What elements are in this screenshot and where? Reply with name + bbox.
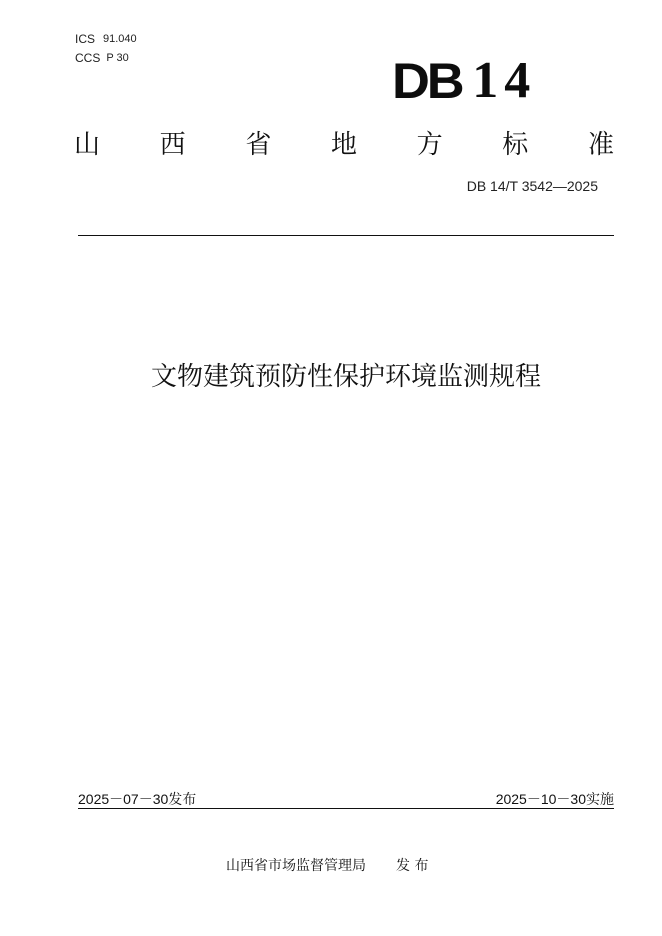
heading-char: 山 bbox=[74, 130, 101, 160]
ccs-code bbox=[75, 49, 137, 68]
heading-char: 准 bbox=[587, 130, 614, 160]
ics-label: ICS bbox=[75, 32, 96, 46]
issuer-line bbox=[226, 855, 428, 875]
issuer-name: 山西省市场监督管理局 bbox=[226, 858, 366, 874]
publish-date-value: 2025－07－30 bbox=[78, 791, 169, 807]
ics-code bbox=[75, 30, 137, 49]
implement-date-suffix: 实施 bbox=[586, 792, 614, 808]
date-row bbox=[78, 789, 614, 809]
bottom-divider bbox=[78, 808, 614, 809]
heading-char: 省 bbox=[245, 130, 272, 160]
issuer-action: 发 布 bbox=[396, 858, 429, 874]
logo-number: 14 bbox=[472, 52, 537, 109]
ccs-label: CCS bbox=[75, 51, 101, 65]
ics-value: 91.040 bbox=[103, 33, 137, 45]
heading-char: 方 bbox=[416, 130, 443, 160]
heading-char: 地 bbox=[330, 130, 357, 160]
publish-date bbox=[78, 789, 196, 809]
document-title: 文物建筑预防性保护环境监测规程 bbox=[150, 362, 541, 392]
standard-type-heading bbox=[74, 128, 614, 162]
heading-char: 西 bbox=[159, 130, 186, 160]
heading-char: 标 bbox=[502, 130, 529, 160]
db14-logo bbox=[392, 52, 537, 109]
logo-prefix: DB bbox=[392, 53, 462, 109]
top-divider bbox=[78, 235, 614, 236]
ccs-value: P 30 bbox=[106, 52, 129, 64]
implement-date-value: 2025－10－30 bbox=[495, 791, 586, 807]
classification-codes bbox=[75, 30, 137, 68]
implement-date bbox=[496, 789, 614, 809]
publish-date-suffix: 发布 bbox=[168, 792, 197, 808]
standard-number: DB 14/T 3542—2025 bbox=[466, 178, 598, 194]
